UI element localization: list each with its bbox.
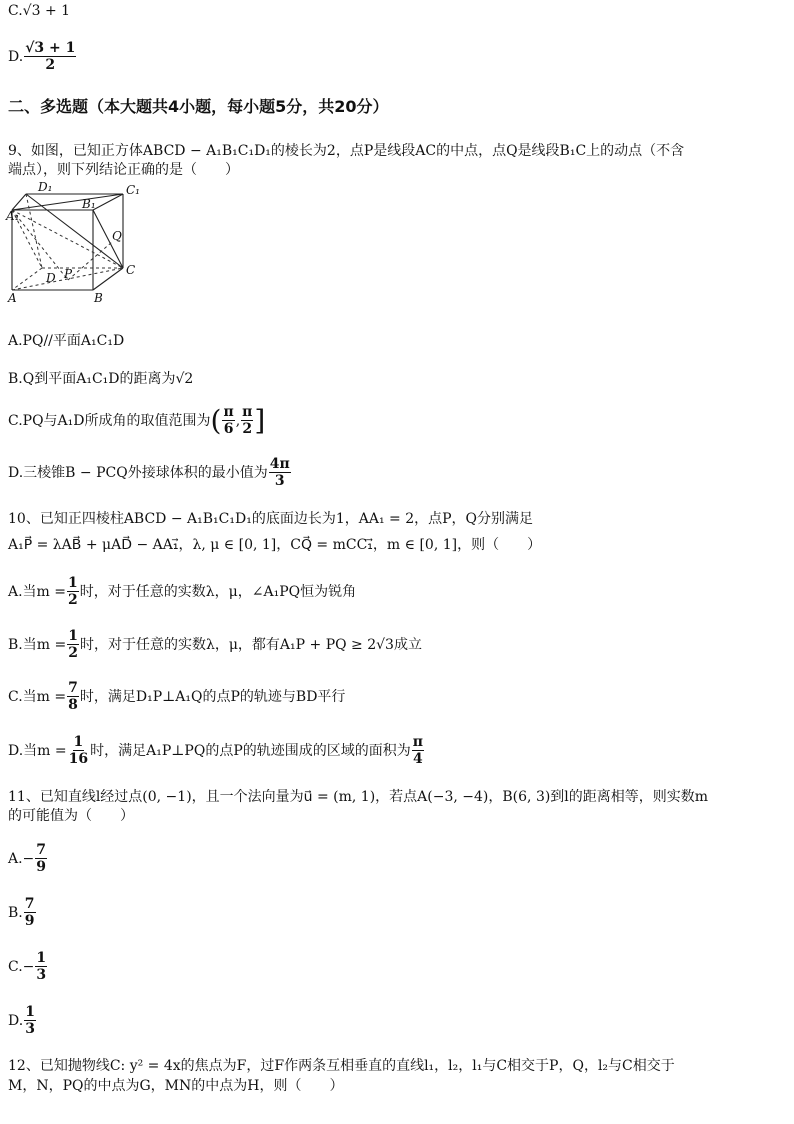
- q8-option-d-fraction: [24, 40, 76, 73]
- q11-option-d: [8, 1004, 786, 1037]
- label-C: C: [126, 263, 136, 277]
- frac-den: 4: [413, 751, 423, 767]
- frac-num: √3 + 1: [25, 40, 76, 56]
- frac-den: 3: [36, 967, 47, 983]
- q9-c-frac-a: [222, 404, 234, 437]
- frac-num: π: [223, 404, 234, 420]
- opt-pre: C.−: [8, 958, 35, 975]
- label-D: D: [46, 271, 56, 285]
- q11-c-frac: [35, 950, 47, 983]
- q9-option-c: [8, 404, 786, 437]
- q11-stem-line2: 的可能值为（ ）: [8, 808, 134, 824]
- q9-option-a: A.PQ//平面A₁C₁D: [8, 333, 125, 349]
- q11-stem-line1: 11、已知直线l经过点(0, −1)，且一个法向量为u⃗ = (m, 1)，若点A(−3, −4)，B(6, 3)到l的距离相等，则实数m: [8, 789, 709, 805]
- q10-c-frac: [67, 680, 79, 713]
- frac-den: 2: [242, 421, 253, 437]
- frac-num: π: [242, 404, 253, 420]
- frac-num: 7: [24, 896, 35, 912]
- opt-pre: B.当m =: [8, 636, 67, 653]
- frac-num: 7: [68, 680, 78, 696]
- q9-c-frac-b: [241, 404, 253, 437]
- label-D1: D₁: [38, 180, 53, 194]
- label-A: A: [8, 291, 17, 305]
- frac-den: 6: [223, 421, 234, 437]
- opt-pre: B.: [8, 904, 23, 921]
- q8-option-c: [8, 2, 786, 20]
- opt-post: 时，对于任意的实数λ，μ，∠A₁PQ恒为锐角: [79, 583, 357, 600]
- label-B1: B₁: [82, 197, 96, 211]
- opt-pre: D.当m =: [8, 742, 67, 759]
- frac-den: 2: [68, 592, 78, 608]
- q10-d-end-frac: [412, 734, 424, 767]
- frac-den: 9: [24, 913, 35, 929]
- q10-option-a: [8, 575, 786, 608]
- q10-option-c: [8, 680, 786, 713]
- frac-num: 7: [36, 842, 47, 858]
- q11-option-c: [8, 950, 786, 983]
- opt-pre: D.: [8, 1012, 24, 1029]
- opt-post: 时，满足A₁P⊥PQ的点P的轨迹围成的区域的面积为: [90, 742, 411, 759]
- opt-post: 时，对于任意的实数λ，μ，都有A₁P + PQ ≥ 2√3成立: [79, 636, 422, 653]
- q9-option-b: B.Q到平面A₁C₁D的距离为√2: [8, 371, 194, 387]
- frac-den: 2: [68, 645, 78, 661]
- q10-stem-line2: A₁P⃗ = λAB⃗ + μAD⃗ − AA₁⃗，λ, μ ∈ [0, 1]，CQ⃗ = mCC₁⃗，m ∈ [0, 1]，则（ ）: [8, 537, 542, 553]
- q12-stem-line2: M，N，PQ的中点为G，MN的中点为H，则（ ）: [8, 1078, 344, 1094]
- label-Q: Q: [112, 229, 122, 243]
- label-P: P: [64, 267, 73, 281]
- q9-option-d: [8, 456, 786, 489]
- q12-stem-line1: 12、已知抛物线C: y² = 4x的焦点为F，过F作两条互相垂直的直线l₁，l₂，l₁与C相交于P，Q，l₂与C相交于: [8, 1058, 675, 1074]
- frac-num: 1: [73, 734, 84, 750]
- comma: ,: [235, 412, 241, 429]
- q9-option-c-text: C.PQ与A₁D所成角的取值范围为: [8, 412, 211, 429]
- q9-stem-line1: 9、如图，已知正方体ABCD − A₁B₁C₁D₁的棱长为2，点P是线段AC的中点，点Q是线段B₁C上的动点（不含: [8, 143, 685, 159]
- frac-den: 9: [36, 859, 47, 875]
- opt-pre: A.当m =: [8, 583, 67, 600]
- q9-d-frac: [269, 456, 291, 489]
- q8-option-c-text: C.√3 + 1: [8, 3, 71, 19]
- q11-a-frac: [35, 842, 47, 875]
- q10-stem-line1: 10、已知正四棱柱ABCD − A₁B₁C₁D₁的底面边长为1，AA₁ = 2，点P，Q分别满足: [8, 511, 533, 527]
- q10-d-frac: [68, 734, 89, 767]
- q10-b-frac: [67, 628, 79, 661]
- frac-num: 1: [68, 575, 78, 591]
- q10-option-b: [8, 628, 786, 661]
- opt-pre: A.−: [8, 850, 35, 867]
- q8-option-d-label: D.: [8, 48, 24, 65]
- frac-num: 1: [36, 950, 47, 966]
- frac-den: 2: [45, 57, 56, 73]
- frac-den: 3: [274, 473, 285, 489]
- frac-den: 16: [68, 751, 89, 767]
- frac-den: 8: [68, 697, 78, 713]
- q9-stem-line2: 端点），则下列结论正确的是（ ）: [8, 162, 239, 178]
- cube-figure: [8, 180, 148, 310]
- q10-a-frac: [67, 575, 79, 608]
- frac-num: 1: [68, 628, 78, 644]
- q11-option-a: [8, 842, 786, 875]
- q8-option-d: [8, 40, 786, 73]
- frac-num: π: [412, 734, 423, 750]
- frac-num: 1: [25, 1004, 35, 1020]
- q11-d-frac: [24, 1004, 36, 1037]
- paren-open: (: [210, 403, 222, 437]
- label-C1: C₁: [126, 183, 140, 197]
- label-B: B: [94, 291, 103, 305]
- q9-option-d-text: D.三棱锥B − PCQ外接球体积的最小值为: [8, 464, 268, 481]
- opt-pre: C.当m =: [8, 688, 67, 705]
- opt-post: 时，满足D₁P⊥A₁Q的点P的轨迹与BD平行: [79, 688, 346, 705]
- label-A1: A₁: [6, 209, 20, 223]
- frac-den: 3: [25, 1021, 35, 1037]
- frac-num: 4π: [269, 456, 290, 472]
- q10-option-d: [8, 734, 786, 767]
- q11-option-b: [8, 896, 786, 929]
- q11-b-frac: [24, 896, 36, 929]
- bracket-close: ]: [254, 403, 266, 437]
- section-heading: 二、多选题（本大题共4小题，每小题5分，共20分）: [8, 97, 389, 116]
